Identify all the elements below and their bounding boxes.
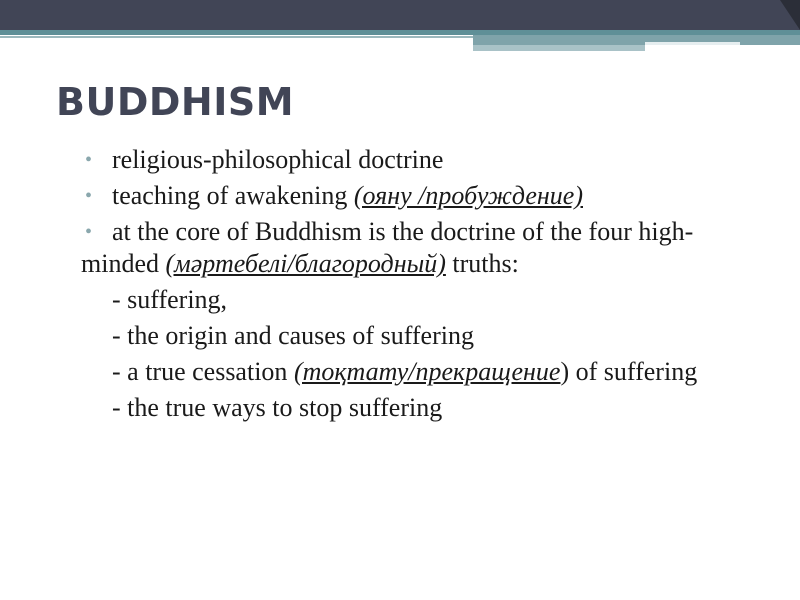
slide-body xyxy=(81,144,771,428)
bullet-text-tail: truths: xyxy=(445,249,519,278)
header-right-highlight xyxy=(645,42,740,45)
bullet-text: teaching of awakening xyxy=(112,181,354,210)
bullet-icon: • xyxy=(85,185,93,207)
header-right-bar-lower xyxy=(473,45,645,51)
bullet-item xyxy=(81,216,771,280)
sub-item-text: - a true cessation xyxy=(112,357,294,386)
bullet-text: religious-philosophical doctrine xyxy=(112,145,444,174)
bullet-item xyxy=(81,180,771,212)
translation-text: (ояну /пробуждение) xyxy=(353,181,583,210)
header-band xyxy=(0,0,800,30)
header-right-bar xyxy=(473,35,800,45)
sub-item: - suffering, xyxy=(112,285,228,314)
header-thin-line xyxy=(0,36,473,38)
sub-item: - the true ways to stop suffering xyxy=(112,393,443,422)
slide-title: BUDDHISM xyxy=(56,80,295,124)
bullet-icon: • xyxy=(85,221,93,243)
corner-accent xyxy=(780,0,800,30)
translation-text: (тоқтату/прекращение xyxy=(293,357,561,386)
sub-item-text-tail: ) of suffering xyxy=(560,357,698,386)
bullet-text: at the core of Buddhism is the doctrine of the four high-minded xyxy=(81,217,694,278)
sub-item: - the origin and causes of suffering xyxy=(112,321,474,350)
sub-item xyxy=(81,356,771,388)
translation-text: (мәртебелі/благородный) xyxy=(165,249,446,278)
bullet-item xyxy=(81,144,771,176)
bullet-icon: • xyxy=(85,149,93,171)
